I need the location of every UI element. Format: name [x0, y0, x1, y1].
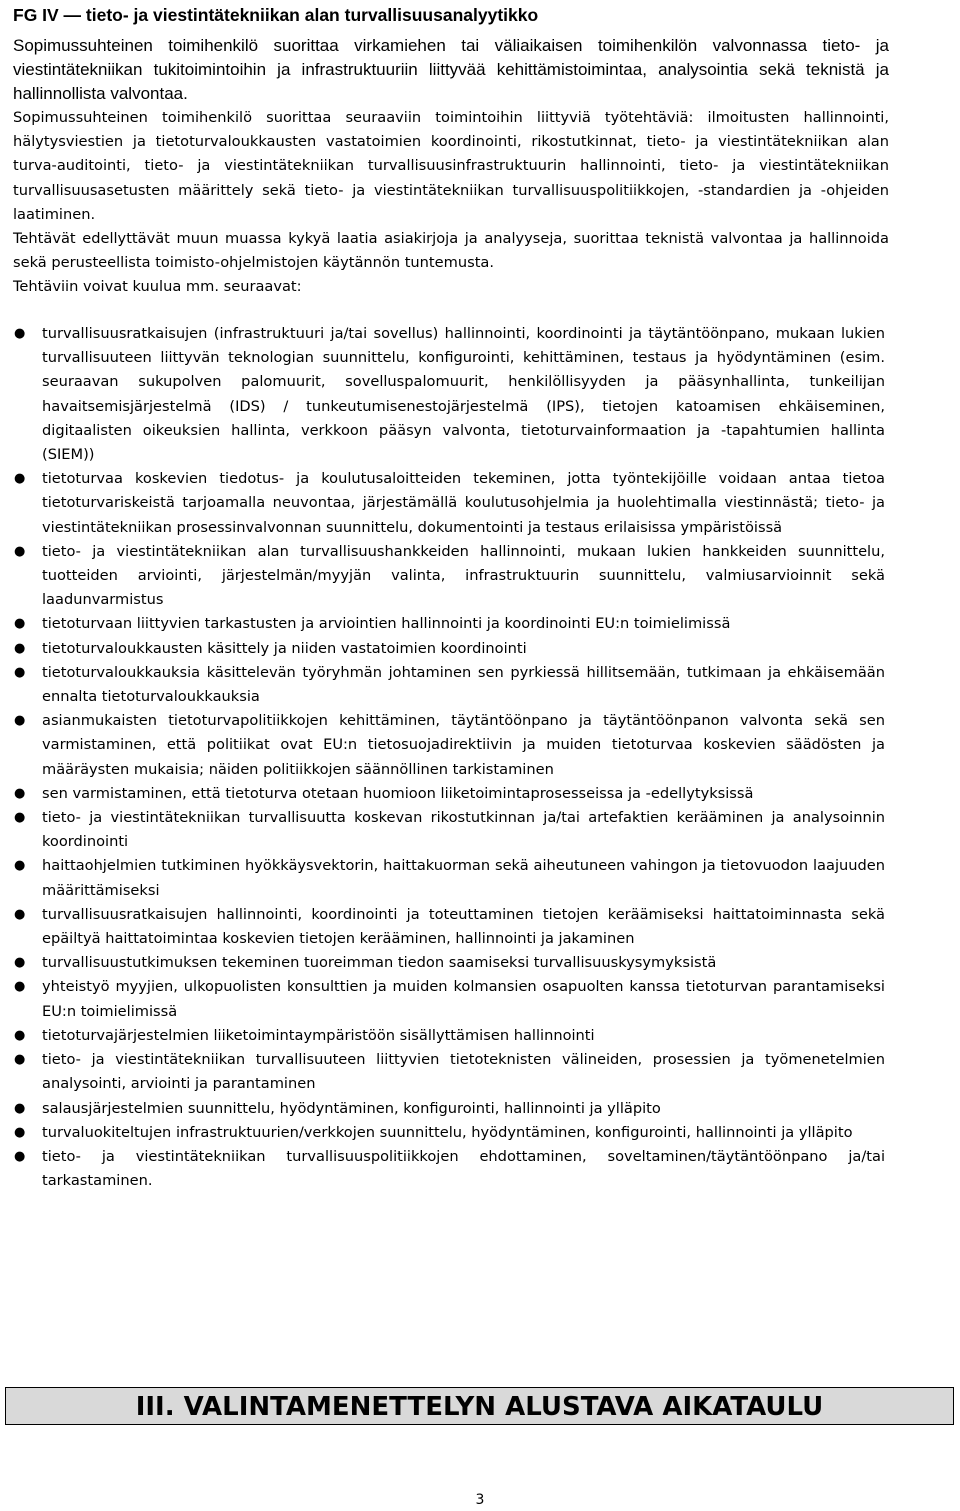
list-item-text: sen varmistaminen, että tietoturva otetaan huomioon liiketoimintaprosesseissa ja -edellytyksissä — [42, 784, 754, 802]
list-item — [14, 1048, 885, 1096]
list-item-text: tietoturvajärjestelmien liiketoimintaympäristöön sisällyttämisen hallinnointi — [42, 1026, 595, 1044]
list-item-text: tieto- ja viestintätekniikan turvallisuuspolitiikkojen ehdottaminen, soveltaminen/täytäntöönpano ja/tai tarkastaminen. — [42, 1147, 885, 1190]
section-title: III. VALINTAMENETTELYN ALUSTAVA AIKATAULU — [135, 1392, 824, 1422]
bullet-icon: ● — [14, 543, 26, 559]
bullet-icon: ● — [14, 906, 26, 922]
list-item-text: asianmukaisten tietoturvapolitiikkojen kehittäminen, täytäntöönpano ja täytäntöönpanon valvonta sekä sen varmistaminen, että politiikat ovat EU:n tietosuojadirektiivin ja muiden tietoturvaa koskevien säädösten ja määräysten mukaisia; näiden politiikkojen säännöllinen tarkistaminen — [42, 712, 885, 778]
job-profile-heading: FG IV — tieto- ja viestintätekniikan alan turvallisuusanalyytikko — [13, 5, 539, 25]
list-item-text: tietoturvaloukkauksia käsittelevän työryhmän johtaminen sen pyrkiessä hillitsemään, tutkimaan ja ehkäisemään ennalta tietoturvaloukkauksia — [42, 663, 885, 706]
duties-description — [13, 106, 889, 300]
section-heading-box — [5, 1387, 954, 1425]
list-item — [14, 854, 885, 902]
bullet-icon: ● — [14, 1100, 26, 1116]
requirements-paragraph: Tehtävät edellyttävät muun muassa kykyä laatia asiakirjoja ja analyyseja, suorittaa teknistä valvontaa ja hallinnoida sekä perusteellista toimisto-ohjelmistojen käytännön tuntemusta. — [13, 230, 889, 272]
bullet-icon: ● — [14, 979, 26, 995]
list-item — [14, 975, 885, 1023]
bullet-icon: ● — [14, 640, 26, 656]
list-item-text: tietoturvaan liittyvien tarkastusten ja arviointien hallinnointi ja koordinointi EU:n toimielimissä — [42, 615, 731, 633]
list-item — [14, 951, 885, 975]
list-item-text: tieto- ja viestintätekniikan turvallisuutta koskevan rikostutkinnan ja/tai artefaktien kerääminen ja analysoinnin koordinointi — [42, 809, 885, 851]
bullet-icon: ● — [14, 713, 26, 729]
bullet-icon: ● — [14, 1148, 26, 1164]
list-item-text: tietoturvaa koskevien tiedotus- ja koulutusaloitteiden tekeminen, jotta työntekijöille voidaan antaa tietoa tietoturvariskeistä tarjoamalla neuvontaa, järjestämällä koulutusohjelmia ja huolehtimalla viestinnästä; tieto- ja viestintätekniikan prosessinvalvonnan suunnittelu, dokumentointi ja testaus erilaisissa ympäristöissä — [42, 470, 885, 536]
list-item — [14, 709, 885, 782]
list-item — [14, 1145, 885, 1193]
task-list — [14, 322, 885, 1193]
list-item — [14, 1024, 885, 1048]
list-item — [14, 661, 885, 709]
bullet-icon: ● — [14, 1124, 26, 1140]
bullet-icon: ● — [14, 326, 26, 341]
bullet-icon: ● — [14, 785, 26, 801]
list-item-text: tieto- ja viestintätekniikan alan turvallisuushankkeiden hallinnointi, mukaan lukien hankkeiden suunnittelu, tuotteiden arviointi, järjestelmän/myyjän valinta, infrastruktuurin suunnittelu, valmiusarvioinnit sekä laadunvarmistus — [42, 542, 885, 609]
list-item — [14, 903, 885, 951]
bullet-icon: ● — [14, 471, 26, 487]
list-item-text: turvallisuustutkimuksen tekeminen tuoreimman tiedon saamiseksi turvallisuuskysymyksistä — [42, 954, 717, 972]
list-item-text: salausjärjestelmien suunnittelu, hyödyntäminen, konfigurointi, hallinnointi ja ylläpito — [42, 1099, 661, 1117]
bullet-icon: ● — [14, 858, 26, 874]
duties-paragraph: Sopimussuhteinen toimihenkilö suorittaa seuraaviin toimintoihin liittyviä työtehtäviä: ilmoitusten hallinnointi, hälytysviestien ja tietoturvaloukkausten vastatoimien koordinointi, rikostutkinnat, tieto- ja viestintätekniikan alan turva-auditointi, tieto- ja viestintätekniikan turvallisuusinfrastruktuurin hallinnointi, tieto- ja viestintätekniikan turvallisuusasetusten määrittely sekä tieto- ja viestintätekniikan turvallisuuspolitiikkojen, -standardien ja -ohjeiden laatiminen. — [13, 109, 889, 223]
bullet-icon: ● — [14, 1052, 26, 1068]
bullet-icon: ● — [14, 1027, 26, 1043]
list-item — [14, 467, 885, 540]
list-item-text: turvallisuusratkaisujen hallinnointi, koordinointi ja toteuttaminen tietojen keräämiseksi haittatoiminnasta sekä epäiltyä haittatoimintaa koskevien tietojen kerääminen, hallinnointi ja jakaminen — [42, 905, 885, 948]
list-item — [14, 322, 885, 467]
list-item-text: yhteistyö myyjien, ulkopuolisten konsulttien ja muiden kolmansien osapuolten kanssa tietoturvan parantamiseksi EU:n toimielimissä — [42, 978, 885, 1020]
bullet-icon: ● — [14, 810, 26, 826]
list-item — [14, 637, 885, 661]
tasks-intro: Tehtäviin voivat kuulua mm. seuraavat: — [13, 278, 302, 296]
list-item — [14, 612, 885, 636]
bullet-icon: ● — [14, 664, 26, 680]
list-item — [14, 540, 885, 613]
list-item — [14, 1097, 885, 1121]
list-item — [14, 782, 885, 806]
list-item-text: haittaohjelmien tutkiminen hyökkäysvektorin, haittakuorman sekä aiheutuneen vahingon ja tietovuodon laajuuden määrittämiseksi — [42, 857, 885, 899]
list-item-text: tieto- ja viestintätekniikan turvallisuuteen liittyvien tietoteknisten välineiden, prosessien ja työmenetelmien analysointi, arviointi ja parantaminen — [42, 1051, 885, 1093]
list-item-text: turvaluokiteltujen infrastruktuurien/verkkojen suunnittelu, hyödyntäminen, konfigurointi, hallinnointi ja ylläpito — [42, 1123, 853, 1141]
bullet-icon: ● — [14, 955, 26, 971]
bullet-icon: ● — [14, 616, 26, 632]
list-item-text: tietoturvaloukkausten käsittely ja niiden vastatoimien koordinointi — [42, 639, 527, 657]
page-number: 3 — [475, 1492, 485, 1508]
list-item-text: turvallisuusratkaisujen (infrastruktuuri ja/tai sovellus) hallinnointi, koordinointi ja täytäntöönpano, mukaan lukien turvallisuuteen liittyvän teknologian suunnittelu, konfigurointi, kehittäminen, testaus ja hyödyntäminen (esim. seuraavan sukupolven palomuurit, sovelluspalomuurit, henkilöllisyyden ja pääsynhallinta, tunkeilijan havaitsemisjärjestelmä (IDS) / tunkeutumisenestojärjestelmä (IPS), tietojen katoamisen ehkäiseminen, digitaalisten oikeuksien hallinta, verkkoon pääsyn valvonta, tietoturvainformaation ja -tapahtumien hallinta (SIEM)) — [42, 325, 885, 464]
intro-paragraph: Sopimussuhteinen toimihenkilö suorittaa virkamiehen tai väliaikaisen toimihenkilön valvonnassa tieto- ja viestintätekniikan tukitoimintoihin ja infrastruktuuriin liittyvää kehittämistoimintaa, analysointia sekä teknistä ja hallinnollista valvontaa. — [13, 36, 889, 103]
list-item — [14, 1121, 885, 1145]
list-item — [14, 806, 885, 854]
